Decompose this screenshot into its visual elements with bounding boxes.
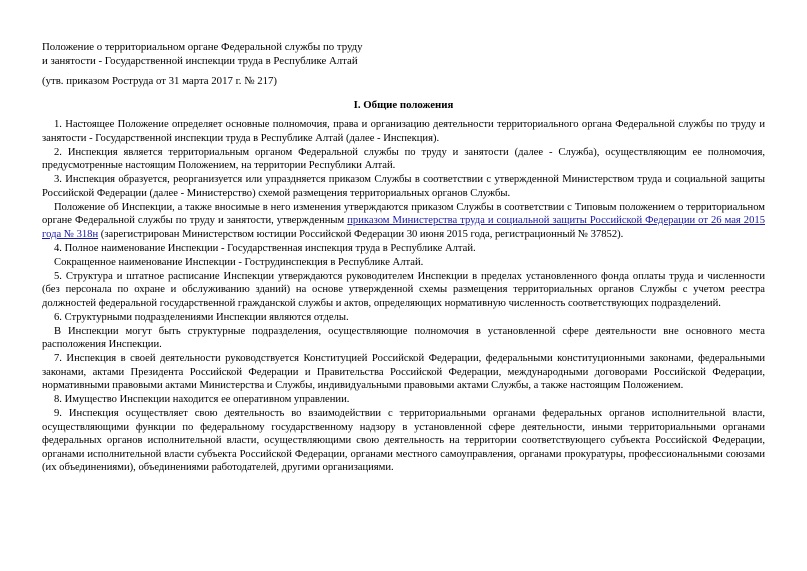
document-title (42, 40, 462, 68)
paragraph-2: 2. Инспекция является территориальным органом Федеральной службы по труду и занятости (далее - Служба), осуществляющим ее полномочия, предусмотренные настоящим Положением, на территории Республики Алтай. (42, 146, 765, 171)
paragraph-3-continued-text-before: Положение об Инспекции, а также вносимые в него изменения утверждаются приказом Службы в соответствии с Типовым положением о территориальном органе Федеральной службы по труду и занятости, утвержденным (42, 201, 765, 226)
paragraph-3-continued-text-after: (зарегистрирован Министерством юстиции Российской Федерации 30 июня 2015 года, регистрационный № 37852). (98, 228, 624, 240)
paragraph-7: 7. Инспекция в своей деятельности руководствуется Конституцией Российской Федерации, федеральными конституционными законами, федеральными законами, актами Президента Российской Федерации и Правительства Российской Федерации, международными договорами Российской Федерации, нормативными правовыми актами Министерства и Службы, индивидуальными правовыми актами Службы, а также настоящим Положением. (42, 353, 765, 391)
document-title-line-2: и занятости - Государственной инспекции труда в Республике Алтай (42, 55, 358, 67)
paragraph-9: 9. Инспекция осуществляет свою деятельность во взаимодействии с территориальными органами федеральных органов исполнительной власти, осуществляющими функции по федеральному государственному надзору в установленной сфере деятельности, иными территориальными органами федеральных органов исполнительной власти, осуществляющими свою деятельность на территории соответствующего субъекта Российской Федерации, органами исполнительной власти субъекта Российской Федерации, органами местного самоуправления, органами прокуратуры, профессиональными союзами (их объединениями), объединениями работодателей, другими организациями. (42, 408, 765, 473)
paragraph-4-continued: Сокращенное наименование Инспекции - Гострудинспекция в Республике Алтай. (54, 256, 424, 268)
paragraph-5: 5. Структура и штатное расписание Инспекции утверждаются руководителем Инспекции в пределах установленного фонда оплаты труда и численности (без персонала по охране и обслуживанию зданий) на основе утвержденной схемы размещения территориальных органов Службы с учетом реестра должностей федеральной государственной гражданской службы и актов, определяющих нормативную численность соответствующих подразделений. (42, 270, 765, 309)
document-body (42, 118, 765, 475)
paragraph-3-continued (42, 201, 765, 242)
section-heading: I. Общие положения (353, 99, 454, 111)
paragraph-4: 4. Полное наименование Инспекции - Государственная инспекция труда в Республике Алтай. (54, 242, 476, 254)
document-title-line-1: Положение о территориальном органе Федеральной службы по труду (42, 41, 363, 53)
paragraph-6: 6. Структурными подразделениями Инспекции являются отделы. (54, 311, 349, 323)
paragraph-1: 1. Настоящее Положение определяет основные полномочия, права и организацию деятельности территориального органа Федеральной службы по труду и занятости - Государственной инспекции труда в Республике Алтай (далее - Инспекция). (42, 119, 765, 144)
paragraph-6-continued: В Инспекции могут быть структурные подразделения, осуществляющие полномочия в установленной сфере деятельности вне основного места расположения Инспекции. (42, 325, 765, 350)
paragraph-8: 8. Имущество Инспекции находится ее оперативном управлении. (54, 394, 350, 405)
order-link[interactable]: приказом Министерства труда и социальной защиты Российской Федерации от 26 мая 2015 года № 318н (42, 215, 765, 240)
paragraph-3: 3. Инспекция образуется, реорганизуется или упраздняется приказом Службы в соответствии с утвержденной Министерством труда и социальной защиты Российской Федерации (далее - Министерство) схемой размещения территориальных органов Службы. (42, 174, 765, 199)
approval-note: (утв. приказом Роструда от 31 марта 2017 г. № 217) (42, 75, 277, 87)
